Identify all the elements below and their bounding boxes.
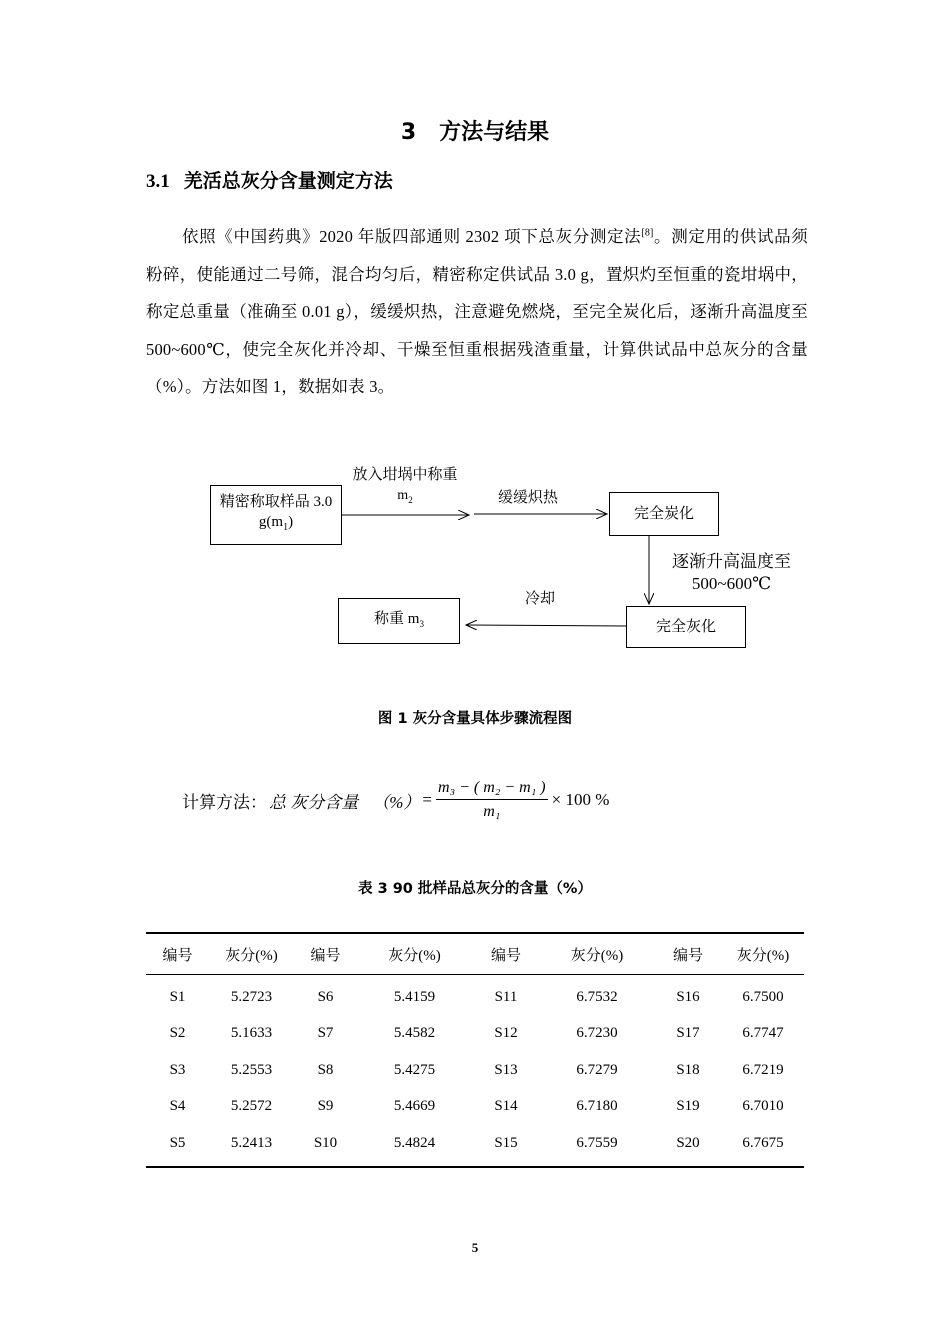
table-cell: 6.7180	[576, 1098, 618, 1115]
table-cell: S2	[169, 1025, 186, 1042]
table-cell: S14	[494, 1098, 518, 1115]
header-cell: 灰分(%)	[357, 933, 472, 975]
table-cell: S19	[676, 1098, 700, 1115]
table-cell: S6	[317, 988, 334, 1005]
table-cell: 5.4582	[393, 1025, 436, 1042]
header-cell: 灰分(%)	[540, 933, 654, 975]
table-cell: 5.2553	[230, 1061, 273, 1078]
table-cell: 6.7230	[576, 1025, 618, 1042]
box-full-ashing: 完全灰化	[626, 606, 746, 648]
arrow-ash-to-weigh	[466, 625, 626, 626]
table-cell: 6.7559	[540, 1125, 654, 1167]
header-cell: 灰分(%)	[209, 933, 294, 975]
table-cell: S11	[494, 988, 518, 1005]
label-cooling: 冷却	[525, 591, 556, 607]
figure-caption: 图 1 灰分含量具体步骤流程图	[377, 711, 573, 727]
box-weigh-m3: 称重 $m_3$	[338, 598, 460, 644]
table-cell: S12	[494, 1025, 518, 1042]
header-cell: 灰分(%)	[722, 933, 804, 975]
table-cell: S7	[317, 1025, 334, 1042]
label-weigh-crucible: 放入坩埚中称重 $m_2$	[352, 467, 458, 505]
formula-equals: =	[422, 790, 433, 809]
formula-denominator: m₁	[483, 803, 501, 820]
table-cell: 5.4824	[357, 1125, 472, 1167]
table-cell: 6.7747	[742, 1025, 784, 1042]
table-cell: S9	[317, 1098, 334, 1115]
page-number: 5	[471, 1240, 479, 1255]
table-cell: S20	[654, 1125, 722, 1167]
table-cell: 6.7279	[576, 1061, 618, 1078]
table-row	[146, 1052, 804, 1089]
table-cell: S15	[472, 1125, 540, 1167]
table-row	[146, 975, 804, 1016]
table-cell: S4	[169, 1098, 186, 1115]
table-cell: 5.4275	[393, 1061, 436, 1078]
reference-mark: [8]	[641, 227, 654, 239]
table-header-row	[146, 933, 804, 975]
table-cell: S8	[317, 1061, 334, 1078]
table-cell: S1	[169, 988, 186, 1005]
paragraph-text: 依照《中国药典》2020 年版四部通则 2302 项下总灰分测定法	[182, 227, 642, 246]
box-full-carbonization: 完全炭化	[609, 492, 719, 536]
table-row	[146, 1125, 804, 1167]
table-row	[146, 1089, 804, 1126]
label-raise-temperature: 逐渐升高温度至 500~600℃	[672, 552, 791, 593]
table-cell: 6.7675	[722, 1125, 804, 1167]
subsection-number: 3.1	[146, 171, 170, 192]
calculation-formula	[182, 772, 609, 828]
paragraph-text-continued: 。测定用的供试品须粉碎，使能通过二号筛，混合均匀后，精密称定供试品 3.0 g，置炽灼至恒重的瓷坩埚中，称定总重量（准确至 0.01 g），缓缓炽热，注意避免燃烧，至完全炭化后，逐渐升高温度至 500~600℃，使完全灰化并冷却、干燥至恒重根据残渣重量，计算供试品中总灰分的含量（%）。方法如图 1，数据如表 3。	[146, 227, 808, 396]
table-cell: 5.2723	[230, 988, 273, 1005]
table-cell: 5.1633	[230, 1025, 273, 1042]
header-cell: 编号	[472, 933, 540, 975]
table-cell: S5	[146, 1125, 209, 1167]
formula-unit: （%）	[372, 792, 421, 812]
ash-content-table	[146, 932, 804, 1168]
section-title: 方法与结果	[439, 120, 550, 145]
table-cell: S16	[676, 988, 700, 1005]
formula-times-100: × 100 %	[551, 790, 610, 809]
label-slow-heat: 缓缓炽热	[498, 490, 559, 506]
table-cell: S13	[494, 1061, 518, 1078]
table-row	[146, 1016, 804, 1053]
table-cell: 5.4159	[393, 988, 436, 1005]
table-cell: 6.7500	[742, 988, 784, 1005]
section-number: 3	[400, 120, 417, 145]
table-cell: 5.4669	[393, 1098, 436, 1115]
header-cell: 编号	[146, 933, 209, 975]
table-cell: S10	[294, 1125, 357, 1167]
table-cell: 6.7010	[742, 1098, 784, 1115]
table-cell: S3	[169, 1061, 186, 1078]
formula-lhs: 总 灰分含量	[269, 792, 359, 812]
table-cell: 5.2413	[209, 1125, 294, 1167]
table-cell: S17	[676, 1025, 700, 1042]
box-weigh-sample: 精密称取样品 3.0 $g(m_1)$	[210, 485, 342, 545]
header-cell: 编号	[654, 933, 722, 975]
formula-prefix: 计算方法：	[182, 792, 267, 812]
header-cell: 编号	[294, 933, 357, 975]
table-caption: 表 3 90 批样品总灰分的含量（%）	[358, 881, 592, 897]
table-cell: 5.2572	[230, 1098, 273, 1115]
table-cell: 6.7532	[576, 988, 618, 1005]
table-cell: S18	[676, 1061, 700, 1078]
formula-numerator: m₃ − ( m₂ − m₁ )	[436, 779, 548, 800]
table-cell: 6.7219	[742, 1061, 784, 1078]
subsection-title: 羌活总灰分含量测定方法	[183, 170, 393, 192]
formula-fraction	[436, 779, 548, 821]
